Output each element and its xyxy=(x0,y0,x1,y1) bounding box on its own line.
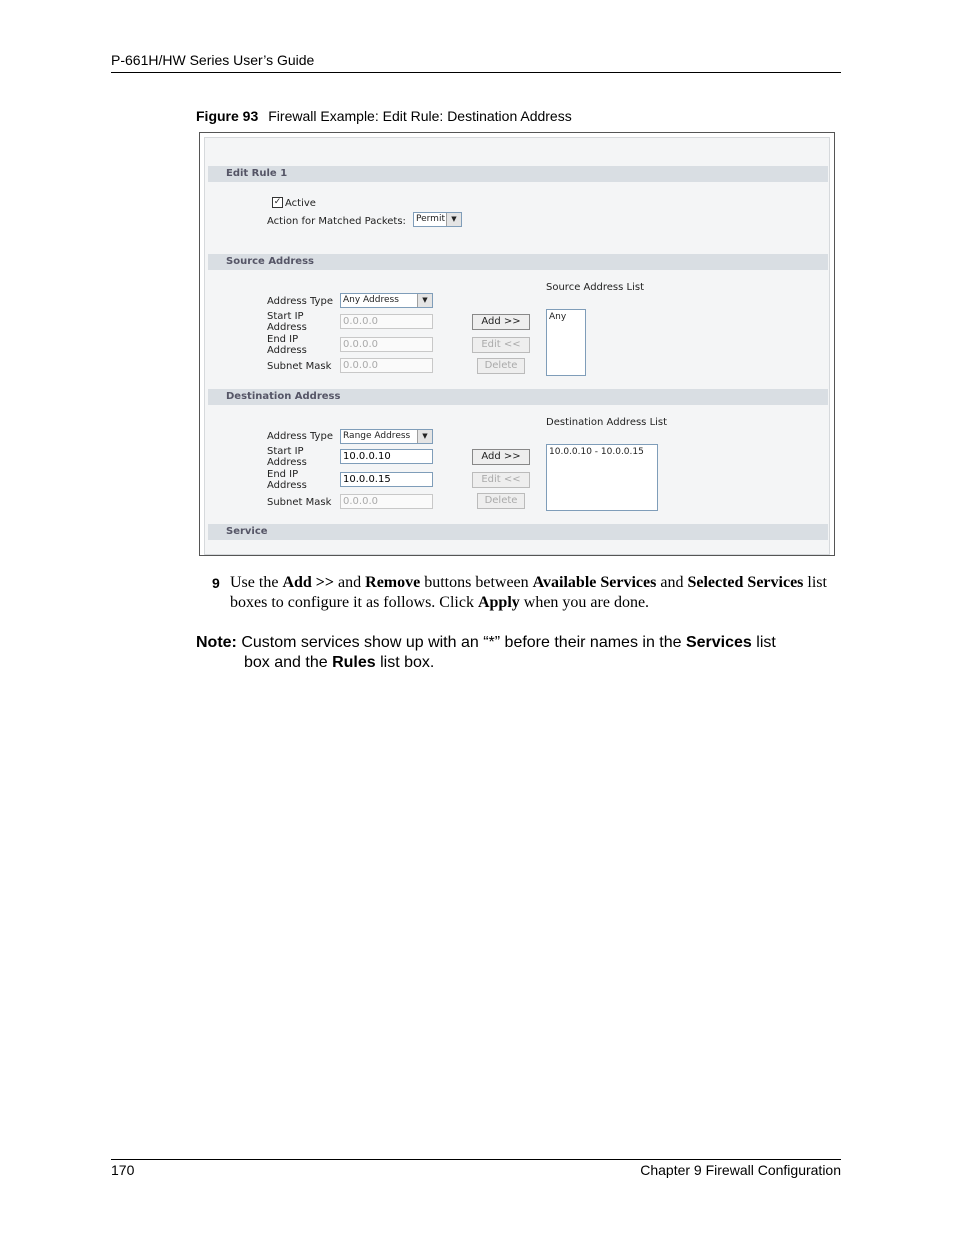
source-edit-button[interactable]: Edit << xyxy=(472,337,530,353)
source-address-type-value: Any Address xyxy=(343,295,399,305)
edit-rule-panel xyxy=(204,137,830,555)
destination-address-type-value: Range Address xyxy=(343,431,411,441)
destination-section-bar: Destination Address xyxy=(208,389,828,405)
destination-add-button[interactable]: Add >> xyxy=(472,449,530,465)
action-select[interactable] xyxy=(413,212,462,227)
edit-rule-section-bar: Edit Rule 1 xyxy=(208,166,828,182)
list-item[interactable]: Any xyxy=(549,312,567,322)
header-rule xyxy=(111,72,841,73)
step-number: 9 xyxy=(212,575,220,591)
step-9 xyxy=(212,573,842,613)
footer-rule xyxy=(111,1159,841,1160)
source-end-ip-input[interactable]: 0.0.0.0 xyxy=(340,337,433,352)
chapter-title: Chapter 9 Firewall Configuration xyxy=(640,1162,841,1178)
destination-end-ip-input[interactable]: 10.0.0.15 xyxy=(340,472,433,487)
active-label: Active xyxy=(285,198,316,209)
destination-subnet-mask-input[interactable]: 0.0.0.0 xyxy=(340,494,433,509)
destination-address-list[interactable] xyxy=(546,444,658,511)
source-address-type-select[interactable] xyxy=(340,293,433,308)
source-start-ip-input[interactable]: 0.0.0.0 xyxy=(340,314,433,329)
destination-list-label: Destination Address List xyxy=(546,417,668,428)
destination-start-ip-input[interactable]: 10.0.0.10 xyxy=(340,449,433,464)
screenshot-frame xyxy=(199,132,835,556)
source-end-ip-label: End IP Address xyxy=(267,334,307,356)
figure-title: Firewall Example: Edit Rule: Destination Address xyxy=(268,108,572,124)
source-address-type-label: Address Type xyxy=(267,296,333,307)
action-label: Action for Matched Packets: xyxy=(267,216,406,227)
list-item[interactable]: 10.0.0.10 - 10.0.0.15 xyxy=(549,447,644,457)
chevron-down-icon: ▼ xyxy=(417,294,432,307)
destination-address-type-select[interactable] xyxy=(340,429,433,444)
destination-delete-button[interactable]: Delete xyxy=(477,493,525,509)
source-subnet-mask-input[interactable]: 0.0.0.0 xyxy=(340,358,433,373)
page-number: 170 xyxy=(111,1162,135,1178)
source-delete-button[interactable]: Delete xyxy=(477,358,525,374)
destination-subnet-mask-label: Subnet Mask xyxy=(267,497,332,508)
active-checkbox[interactable]: ✓ xyxy=(273,197,282,207)
source-add-button[interactable]: Add >> xyxy=(472,314,530,330)
source-start-ip-label: Start IP Address xyxy=(267,311,307,333)
note xyxy=(196,633,836,673)
destination-edit-button[interactable]: Edit << xyxy=(472,472,530,488)
source-address-list[interactable] xyxy=(546,309,586,376)
destination-start-ip-label: Start IP Address xyxy=(267,446,307,468)
note-line-1: Note: Custom services show up with an “*” before their names in the Services list xyxy=(196,634,776,651)
service-section-bar: Service xyxy=(208,524,828,540)
chevron-down-icon: ▼ xyxy=(417,430,432,443)
figure-caption xyxy=(196,108,572,124)
destination-end-ip-label: End IP Address xyxy=(267,469,307,491)
source-list-label: Source Address List xyxy=(546,282,645,293)
action-value: Permit xyxy=(416,214,445,224)
chevron-down-icon: ▼ xyxy=(446,213,461,226)
note-line-2: box and the Rules list box. xyxy=(244,654,435,671)
header-title: P-661H/HW Series User’s Guide xyxy=(111,52,315,68)
source-section-bar: Source Address xyxy=(208,254,828,270)
source-subnet-mask-label: Subnet Mask xyxy=(267,361,332,372)
destination-address-type-label: Address Type xyxy=(267,431,333,442)
figure-label: Figure 93 xyxy=(196,108,259,124)
step-text: Use the Add >> and Remove buttons between Available Services and Selected Services list boxes to configure it as follows. Click Apply when you are done. xyxy=(230,574,827,611)
